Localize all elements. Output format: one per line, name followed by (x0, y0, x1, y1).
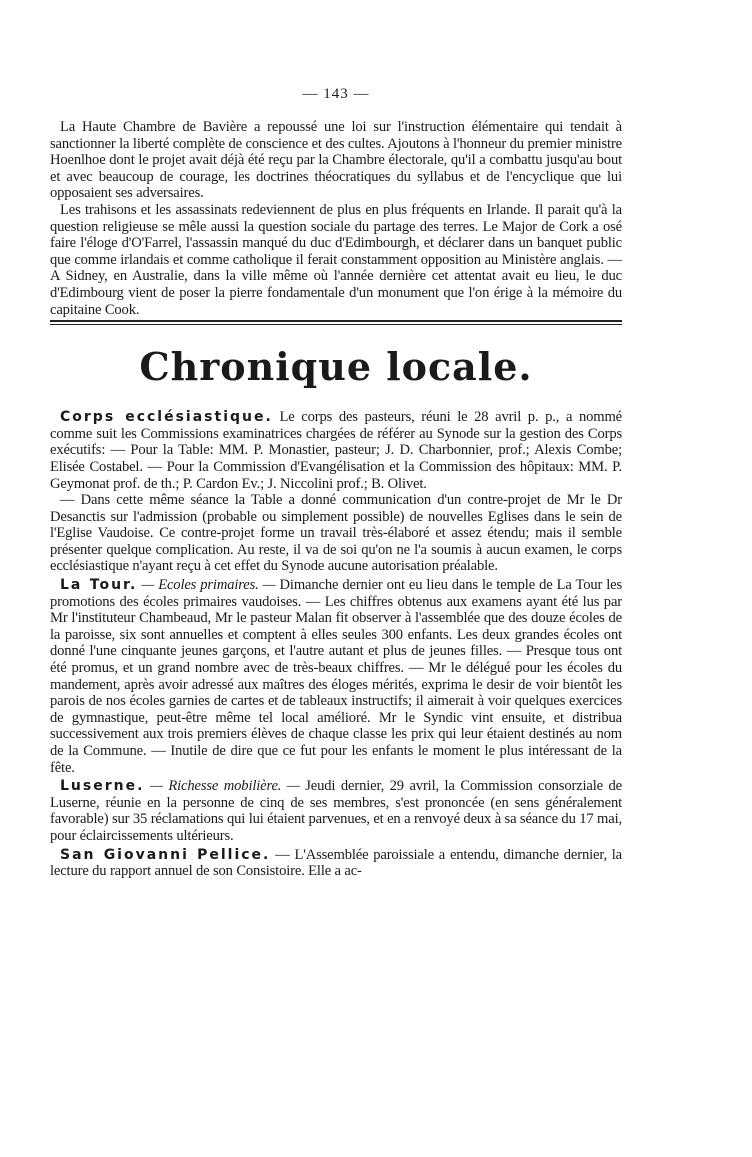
article-text: Dimanche dernier ont eu lieu dans le temple de La Tour les promotions des écoles primaires vaudoises. — Les chiffres obtenus aux examens ayant été lus par Mr l'instituteur Chambeaud, Mr le pasteur Malan fit observer à l'assemblée que des douze écoles de la paroisse, six sont annuelles et comptent à elles seules 300 enfants. Les deux grandes écoles ont donné l'une cinquante jeunes garçons, et l'autre autant et plus de jeunes filles. — Presque tous ont été promus, et un grand nombre avec de très-beaux chiffres. — Mr le délégué pour les écoles du mandement, après avoir adressé aux maîtres des éloges mérités, exprima le desir de voir bientôt les parois de nos écoles garnies de cartes et de tableaux instructifs; il aimerait à voir quelques exercices de gymnastique, peut-être même tel local amélioré. Mr le Syndic vint ensuite, et distribua successivement aux trois premiers élèves de chaque classe les prix qui leur étaient destinés au nom de la Commune. — Inutile de dire que ce fut pour les enfants le moment le plus intéressant de la fête. (50, 577, 623, 776)
article-luserne (50, 778, 622, 844)
article-subheading: — Ecoles primaires. — (141, 577, 276, 594)
article-heading: Luserne. (60, 778, 145, 795)
article-corps (50, 409, 622, 492)
divider-rule (50, 320, 622, 325)
article-heading: Corps ecclésiastique. (60, 409, 273, 426)
article-subheading: — Richesse mobilière. — (149, 778, 300, 795)
page-number: — 143 — (302, 86, 370, 102)
article-text: Le corps des pasteurs, réuni le 28 avril p. p., a nommé comme suit les Commissions examinatrices chargées de référer au Synode sur la gestion des Corps exécutifs: — Pour la Table: MM. P. Monastier, pasteur; J. D. Charbonnier, prof.; Alexis Combe; Elisée Costabel. — Pour la Commission d'Evangélisation et la Commission des hôpitaux: MM. P. Geymonat prof. de th.; P. Cardon Ev.; J. Niccolini prof.; B. Olivet. (50, 409, 622, 492)
paragraph-ireland: Les trahisons et les assassinats redeviennent de plus en plus fréquents en Irlande. Il parait qu'à la question religieuse se mêle aussi la question sociale du partage des terres. Le Major de Cork a osé faire l'éloge d'O'Farrel, l'assassin manqué du duc d'Edimbourgh, et déclarer dans un banquet public que comme irlandais et comme catholique il ferait constamment opposition au Ministère anglais. — A Sidney, en Australie, dans la ville même où l'année dernière cet attentat avait eu lieu, le duc d'Edimbourg vient de poser la pierre fondamentale d'un monument que l'on érige à la mémoire du capitaine Cook. (50, 201, 622, 318)
section-title: Chronique locale. (139, 344, 533, 390)
article-latour (50, 577, 622, 776)
page (50, 86, 622, 880)
article-san-giovanni (50, 847, 622, 880)
article-corps-continued: — Dans cette même séance la Table a donné communication d'un contre-projet de Mr le Dr Desanctis sur l'admission (probable ou simplement possible) de nouvelles Eglises dans le sein de l'Eglise Vaudoise. Ce contre-projet forme un travail très-élaboré et assez étendu; mais il semble présenter quelque complication. Au reste, il va de soi qu'on ne l'a soumis à aucun examen, le corps ecclésiastique n'ayant reçu à cet effet du Synode aucune autorisation préalable. (50, 492, 622, 575)
article-heading: La Tour. (60, 577, 138, 594)
article-heading: San Giovanni Pellice. (60, 846, 271, 863)
paragraph-bavaria: La Haute Chambre de Bavière a repoussé une loi sur l'instruction élémentaire qui tendait à sanctionner la liberté complète de conscience et des cultes. Ajoutons à l'honneur du premier ministre Hoenlhoe dont le projet avait déjà été reçu par la Chambre électorale, qu'il a combattu jusqu'au bout et avec beaucoup de courage, les doctrines théocratiques du syllabus et de l'encyclique que lui opposaient ses adversaires. (50, 119, 622, 202)
article-text: Jeudi dernier, 29 avril, la Commission consorziale de Luserne, réunie en la personne de cinq de ses membres, s'est prononcée (en sens généralement favorable) sur 35 réclamations qui lui étaient parvenues, et en a renvoyé deux à sa séance du 17 mai, pour éclaircissements ultérieurs. (50, 778, 623, 844)
article-text: — L'Assemblée paroissiale a entendu, dimanche dernier, la lecture du rapport annuel de son Consistoire. Elle a ac- (50, 846, 622, 880)
